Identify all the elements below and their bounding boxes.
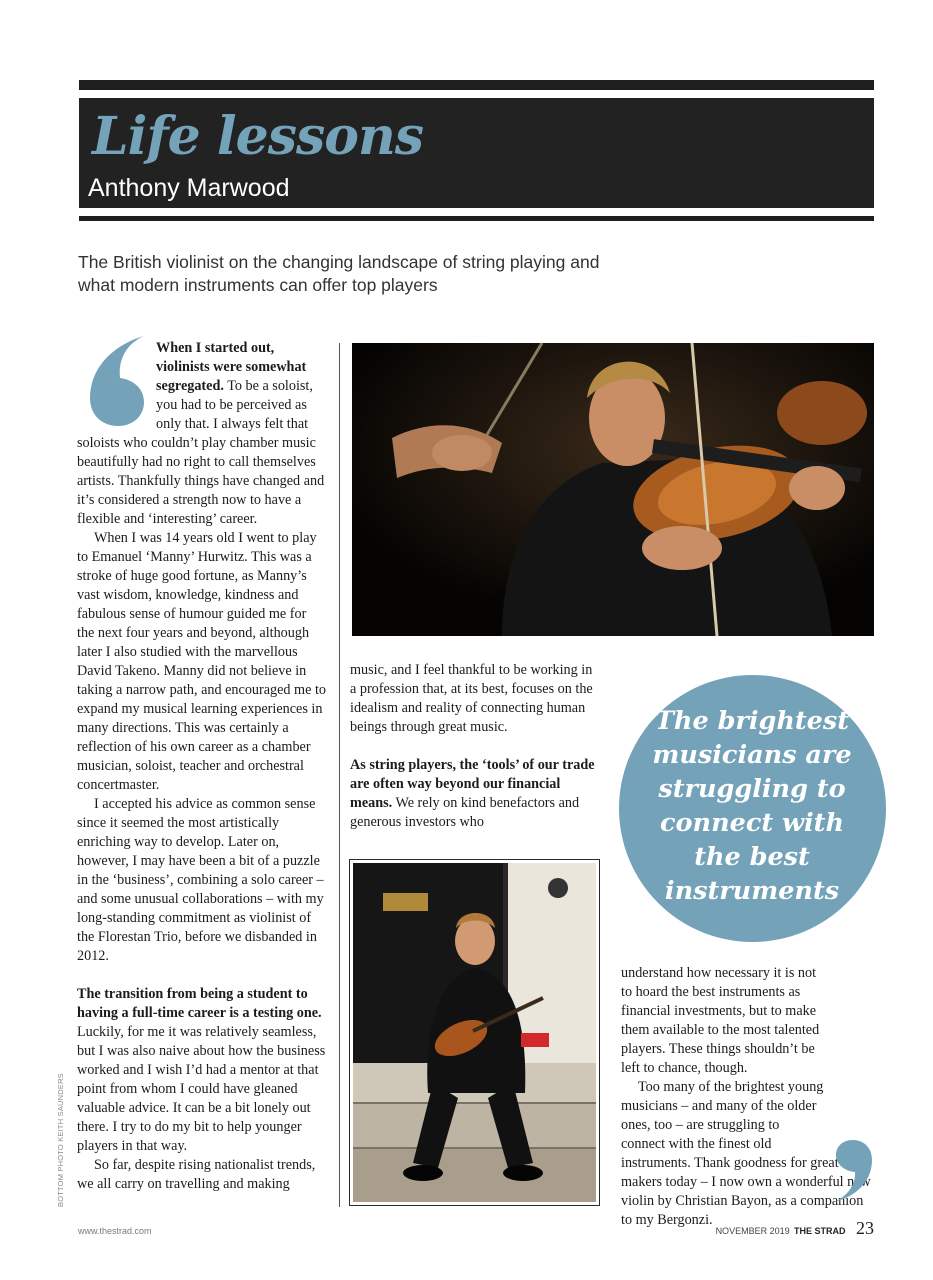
header-top-rule: [79, 80, 874, 90]
standfirst: The British violinist on the changing landscape of string playing and what modern instruments can offer top players: [78, 252, 600, 295]
portrait-photo-frame: [349, 859, 600, 1206]
close-quote-icon: [828, 1140, 874, 1204]
paragraph: understand how necessary it is not to hoard the best instruments as financial investments, but to make them available to the most talented players. These things shouldn’t be left to chance, though.: [621, 965, 820, 1076]
column-2: [350, 661, 600, 832]
page-number: 23: [856, 1218, 874, 1238]
column-1: [77, 339, 327, 1194]
paragraph: When I started out, violinists were somewhat segregated. To be a soloist, you had to be perceived as only that. I always felt that soloists who couldn’t play chamber music beautifully had no right to call themselves artists. Thankfully things have changed and it’s considered a strength now to have a flexible and ‘interesting’ career.: [77, 340, 325, 527]
lead-in: As string players, the ‘tools’ of our trade are often way beyond our financial means.: [350, 757, 595, 811]
footer-folio: [716, 1218, 874, 1239]
violinist-performing-photo: [352, 343, 874, 636]
column-divider: [339, 343, 340, 1207]
issue-date: NOVEMBER 2019: [715, 1226, 790, 1236]
footer-url: www.thestrad.com: [78, 1226, 152, 1236]
article-title: Life lessons: [92, 106, 424, 167]
lead-in: The transition from being a student to having a full-time career is a testing one.: [77, 986, 322, 1021]
paragraph: When I was 14 years old I went to play to Emanuel ‘Manny’ Hurwitz. This was a stroke of huge good fortune, as Manny’s vast wisdom, knowledge, kindness and fabulous sense of humour guided me for the next four years and beyond, although later I also studied with the marvellous David Takeno. Manny did not believe in taking a narrow path, and encouraged me to expand my musical learning experiences in many directions. This was certainly a reflection of his own career as a chamber musician, soloist, teacher and orchestral concertmaster.: [77, 530, 326, 793]
article-author: Anthony Marwood: [88, 174, 290, 202]
photo-credit: BOTTOM PHOTO KEITH SAUNDERS: [56, 1073, 65, 1207]
lead-in: When I started out, violinists were somewhat segregated.: [156, 340, 307, 394]
paragraph: As string players, the ‘tools’ of our trade are often way beyond our financial means. We rely on kind benefactors and generous investors who: [350, 757, 595, 830]
pull-quote: The brightest musicians are struggling to connect with the best instruments: [652, 706, 852, 906]
paragraph: Too many of the brightest young musicians – and many of the older ones, too – are struggling to connect with the finest old instruments. Thank goodness for great makers today – I now own a wonderful new violin by Christian Bayon, as a companion to my Bergonzi.: [621, 1079, 871, 1228]
magazine-name: THE STRAD: [794, 1226, 846, 1236]
violinist-on-steps-photo: [353, 863, 596, 1202]
paragraph: So far, despite rising nationalist trends, we all carry on travelling and making: [77, 1157, 316, 1192]
paragraph: I accepted his advice as common sense since it seemed the most artistically enriching way to develop. Later on, however, I may have been a bit of a puzzle in the ‘business’, combining a solo career – and some unusual collaborations – with my long-standing commitment as violinist of the Florestan Trio, before we disbanded in 2012.: [77, 796, 324, 964]
header-bottom-rule: [79, 216, 874, 221]
paragraph: The transition from being a student to having a full-time career is a testing one. Luckily, for me it was relatively seamless, but I was also naive about how the business worked and I wish I’d had a mentor at that point from whom I could have gleaned valuable advice. It can be a bit lonely out there. I try to do my bit to help younger players in that way.: [77, 986, 326, 1154]
paragraph: music, and I feel thankful to be working in a profession that, at its best, focuses on the idealism and reality of connecting human beings through great music.: [350, 662, 593, 735]
